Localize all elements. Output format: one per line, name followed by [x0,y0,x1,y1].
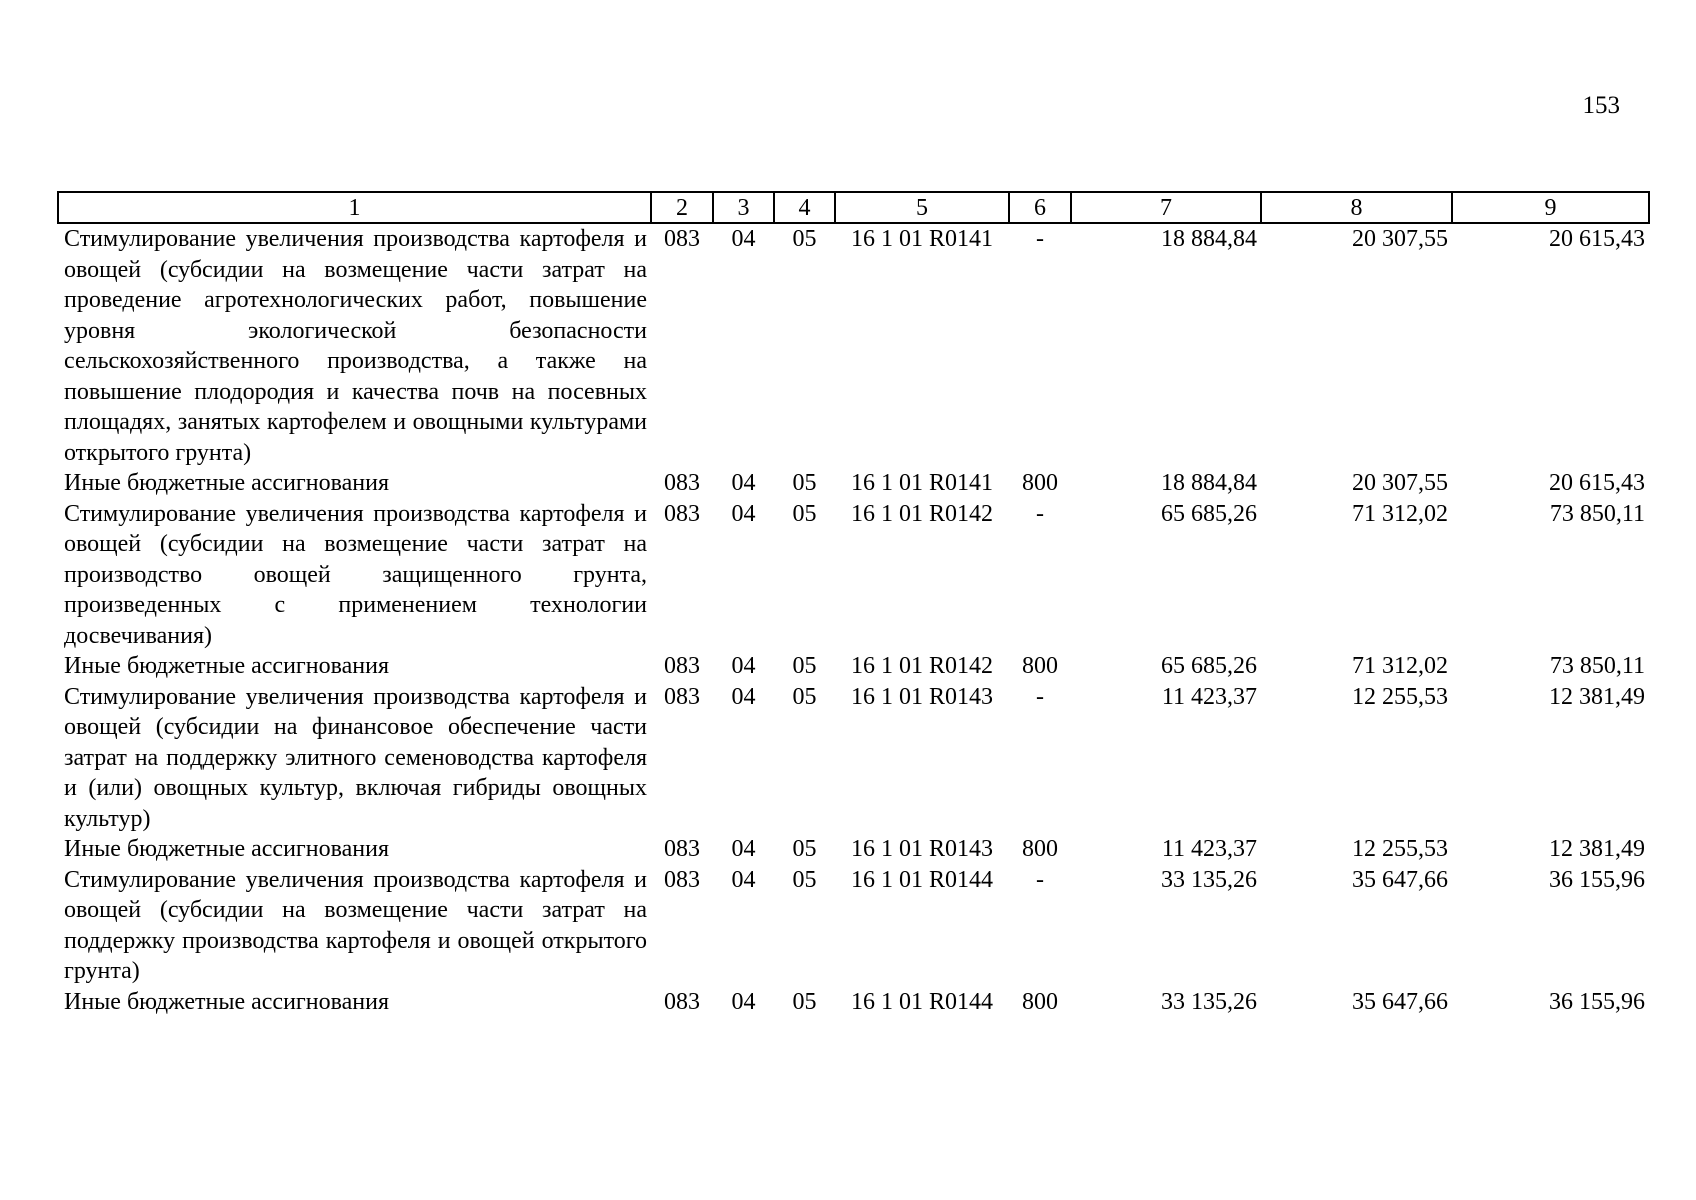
grbs-code: 083 [664,500,700,527]
amount-col9: 73 850,11 [1549,653,1645,679]
amount-col8: 12 255,53 [1352,683,1448,710]
grbs-code: 083 [664,988,700,1015]
expense-type-code: - [1036,866,1044,893]
expense-type-code: - [1036,226,1044,252]
amount-col7: 11 423,37 [1161,836,1257,862]
expense-type-code: 800 [1022,470,1058,496]
section-code: 04 [731,500,756,527]
target-article-code: 16 1 01 R0144 [850,866,993,893]
table-row [58,987,1649,1018]
subsection-code: 05 [792,470,817,496]
subsection-code: 05 [792,500,817,527]
expense-type-code: 800 [1022,836,1058,862]
column-header-4: 4 [774,192,835,223]
table-row [58,651,1649,682]
grbs-code: 083 [664,470,700,496]
amount-col8: 20 307,55 [1352,470,1448,496]
amount-col8: 71 312,02 [1352,653,1448,679]
target-article-code: 16 1 01 R0141 [850,470,993,496]
section-code: 04 [731,866,756,893]
amount-col9: 36 155,96 [1549,988,1645,1015]
amount-col8: 20 307,55 [1352,226,1448,252]
expense-type-code: - [1036,500,1044,527]
grbs-code: 083 [664,653,700,679]
expense-type-code: 800 [1022,653,1058,679]
amount-col7: 11 423,37 [1161,683,1257,710]
amount-col9: 20 615,43 [1549,470,1645,496]
column-header-6: 6 [1009,192,1071,223]
amount-col8: 35 647,66 [1352,866,1448,893]
column-header-5: 5 [835,192,1009,223]
amount-col9: 20 615,43 [1549,226,1645,252]
section-code: 04 [731,836,756,862]
column-header-7: 7 [1071,192,1261,223]
row-name: Иные бюджетные ассигнования [64,988,389,1015]
section-code: 04 [731,470,756,496]
subsection-code: 05 [792,866,817,893]
subsection-code: 05 [792,226,817,252]
amount-col8: 35 647,66 [1352,988,1448,1015]
row-name: Иные бюджетные ассигнования [64,836,389,862]
expense-type-code: 800 [1022,988,1058,1015]
table-row [58,865,1649,987]
amount-col7: 33 135,26 [1161,988,1257,1015]
amount-col7: 65 685,26 [1161,500,1257,527]
table-header-row [58,192,1649,223]
section-code: 04 [731,653,756,679]
subsection-code: 05 [792,653,817,679]
amount-col8: 71 312,02 [1352,500,1448,527]
row-name: Стимулирование увеличения производства картофеля и овощей (субсидии на возмещение части затрат на поддержку производства картофеля и овощей открытого грунта) [64,866,647,984]
amount-col7: 65 685,26 [1161,653,1257,679]
amount-col7: 18 884,84 [1161,470,1257,496]
amount-col7: 18 884,84 [1161,226,1257,252]
column-header-9: 9 [1452,192,1649,223]
target-article-code: 16 1 01 R0143 [850,836,993,862]
section-code: 04 [731,226,756,252]
amount-col9: 12 381,49 [1549,683,1645,710]
amount-col7: 33 135,26 [1161,866,1257,893]
row-name: Иные бюджетные ассигнования [64,653,389,679]
row-name: Стимулирование увеличения производства картофеля и овощей (субсидии на финансовое обеспечение части затрат на поддержку элитного семеноводства картофеля и (или) овощных культур, включая гибриды овощных культур) [64,683,647,832]
budget-table [57,191,1650,1017]
subsection-code: 05 [792,836,817,862]
section-code: 04 [731,683,756,710]
row-name: Стимулирование увеличения производства картофеля и овощей (субсидии на возмещение части затрат на производство овощей защищенного грунта, произведенных с применением технологии досвечивания) [64,500,647,649]
subsection-code: 05 [792,988,817,1015]
grbs-code: 083 [664,683,700,710]
table-row [58,223,1649,468]
column-header-8: 8 [1261,192,1452,223]
table-row [58,834,1649,865]
table-row [58,468,1649,499]
amount-col9: 36 155,96 [1549,866,1645,893]
target-article-code: 16 1 01 R0141 [850,226,993,252]
row-name: Иные бюджетные ассигнования [64,470,389,496]
column-header-2: 2 [651,192,713,223]
target-article-code: 16 1 01 R0142 [850,500,993,527]
target-article-code: 16 1 01 R0144 [850,988,993,1015]
amount-col9: 73 850,11 [1549,500,1645,527]
subsection-code: 05 [792,683,817,710]
grbs-code: 083 [664,866,700,893]
page-number: 153 [1582,92,1620,119]
table-row [58,682,1649,835]
target-article-code: 16 1 01 R0143 [850,683,993,710]
column-header-1: 1 [58,192,651,223]
target-article-code: 16 1 01 R0142 [850,653,993,679]
column-header-3: 3 [713,192,774,223]
grbs-code: 083 [664,836,700,862]
grbs-code: 083 [664,226,700,252]
table-row [58,499,1649,652]
section-code: 04 [731,988,756,1015]
amount-col8: 12 255,53 [1352,836,1448,862]
expense-type-code: - [1036,683,1044,710]
row-name: Стимулирование увеличения производства картофеля и овощей (субсидии на возмещение части затрат на проведение агротехнологических работ, повышение уровня экологической безопасности сельскохозяйственного производства, а также на повышение плодородия и качества почв на посевных площадях, занятых картофелем и овощными культурами открытого грунта) [64,226,647,466]
amount-col9: 12 381,49 [1549,836,1645,862]
